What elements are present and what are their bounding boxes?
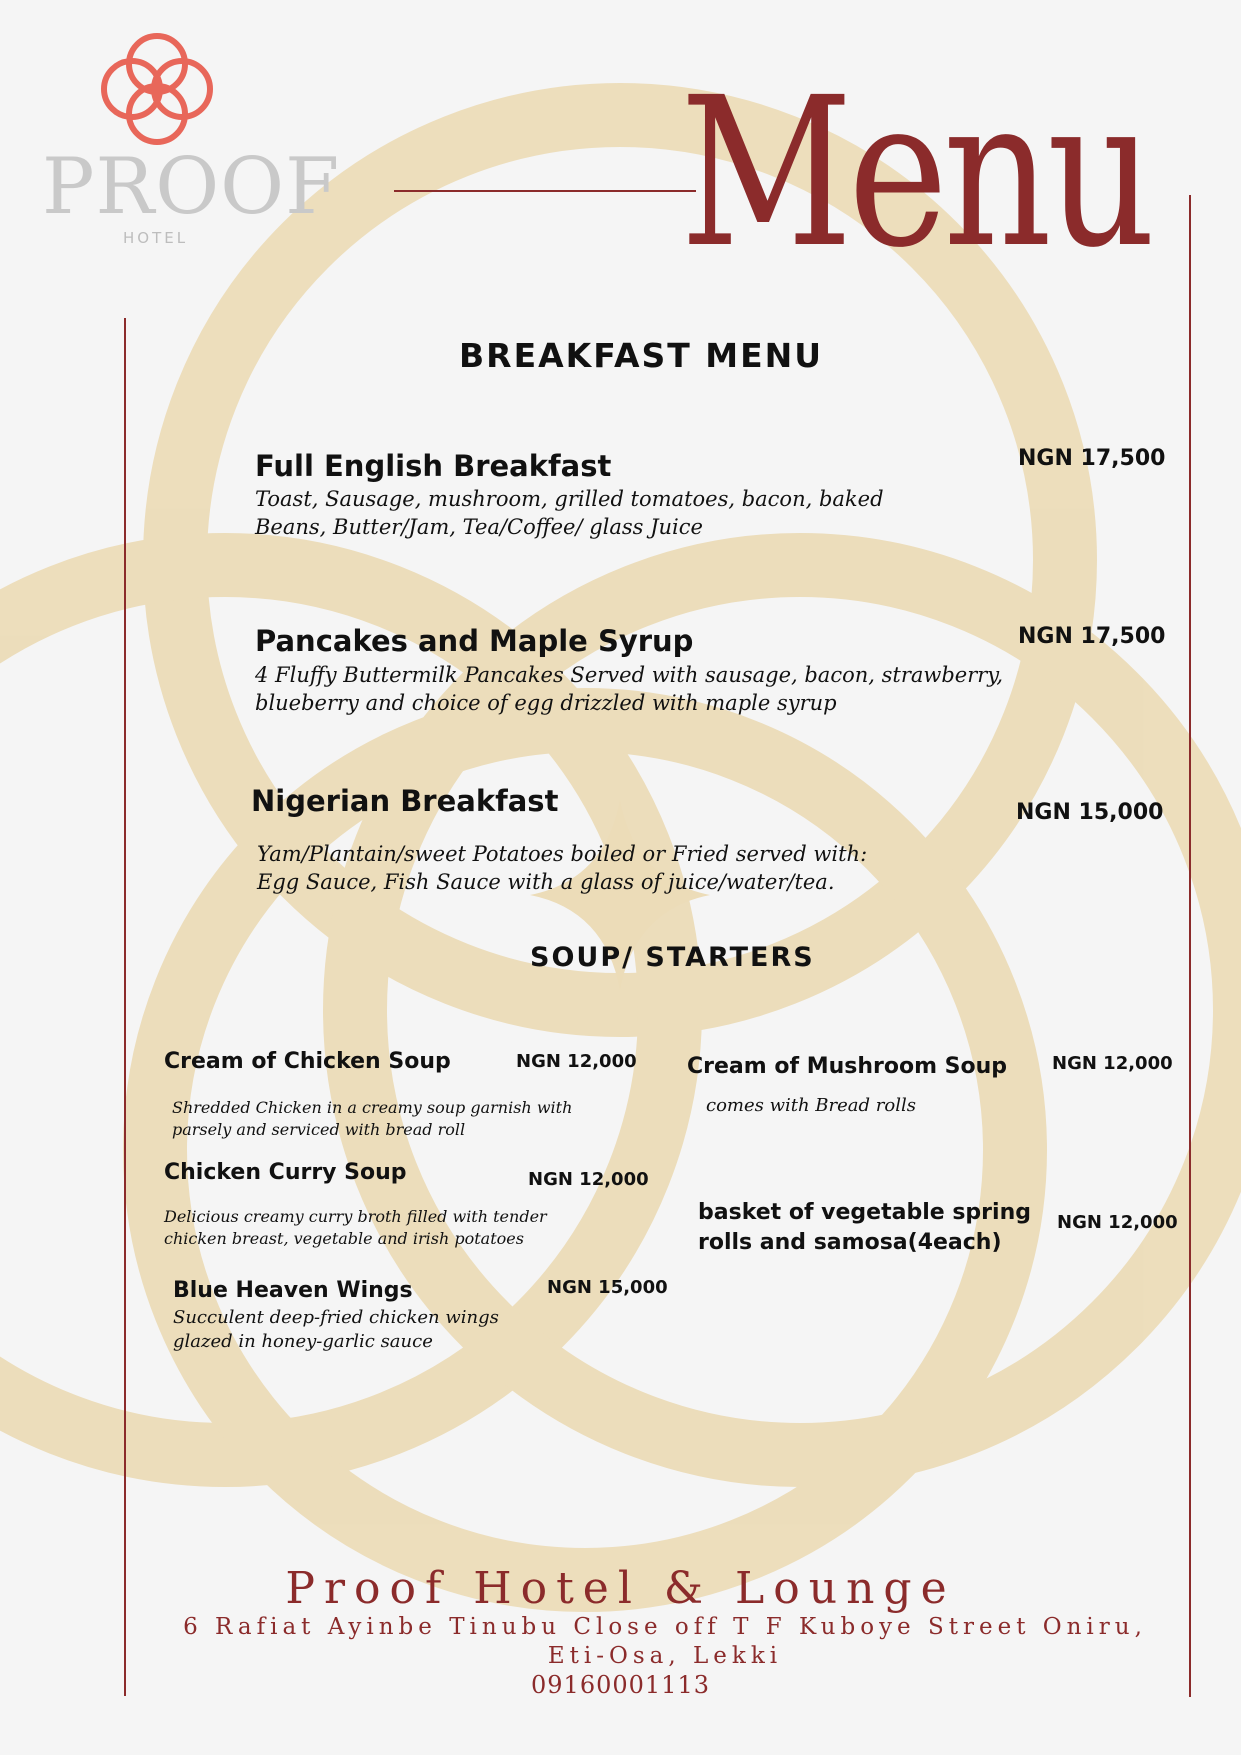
item-name: Cream of Mushroom Soup [687, 1054, 1008, 1079]
item-description: Yam/Plantain/sweet Potatoes boiled or Fried served with: Egg Sauce, Fish Sauce with a glass of juice/water/tea. [257, 842, 868, 895]
brand-sub: HOTEL [123, 229, 189, 247]
item-price: NGN 15,000 [547, 1277, 668, 1298]
footer-address: 6 Rafiat Ayinbe Tinubu Close off T F Kuboye Street Oniru, Eti-Osa, Lekki [183, 1614, 1147, 1669]
item-price: NGN 17,500 [1018, 624, 1166, 649]
brand-name: PROOF [42, 142, 341, 232]
page-title: Menu [680, 53, 1151, 293]
item-description: 4 Fluffy Buttermilk Pancakes Served with sausage, bacon, strawberry, blueberry and choice of egg drizzled with maple syrup [255, 663, 1004, 716]
item-name: Cream of Chicken Soup [164, 1049, 451, 1074]
title-rule [394, 190, 696, 192]
item-description: Shredded Chicken in a creamy soup garnish with parsely and serviced with bread roll [172, 1098, 573, 1139]
breakfast-heading: BREAKFAST MENU [459, 336, 824, 375]
interlocking-rings-logo [98, 30, 216, 148]
item-name: Blue Heaven Wings [173, 1278, 413, 1303]
item-price: NGN 12,000 [528, 1169, 649, 1190]
right-border-line [1189, 195, 1191, 1697]
item-description: Delicious creamy curry broth filled with tender chicken breast, vegetable and irish potatoes [164, 1207, 547, 1248]
footer-phone: 09160001113 [531, 1671, 710, 1699]
soup-heading: SOUP/ STARTERS [530, 942, 815, 973]
item-name: Nigerian Breakfast [251, 784, 559, 818]
item-price: NGN 15,000 [1016, 800, 1164, 825]
item-description: Toast, Sausage, mushroom, grilled tomatoes, bacon, baked Beans, Butter/Jam, Tea/Coffee/ glass Juice [255, 487, 884, 540]
footer-hotel-name: Proof Hotel & Lounge [285, 1563, 956, 1614]
item-name: Pancakes and Maple Syrup [255, 624, 694, 658]
item-price: NGN 12,000 [1057, 1212, 1178, 1233]
item-price: NGN 17,500 [1018, 446, 1166, 471]
item-description: Succulent deep-fried chicken wings glazed in honey-garlic sauce [173, 1307, 499, 1353]
item-price: NGN 12,000 [516, 1051, 637, 1072]
item-price: NGN 12,000 [1052, 1053, 1173, 1074]
item-name: Chicken Curry Soup [164, 1160, 407, 1185]
item-name: basket of vegetable spring rolls and samosa(4each) [698, 1200, 1031, 1255]
item-description: comes with Bread rolls [706, 1095, 916, 1116]
left-border-line [124, 318, 126, 1696]
item-name: Full English Breakfast [255, 449, 612, 483]
